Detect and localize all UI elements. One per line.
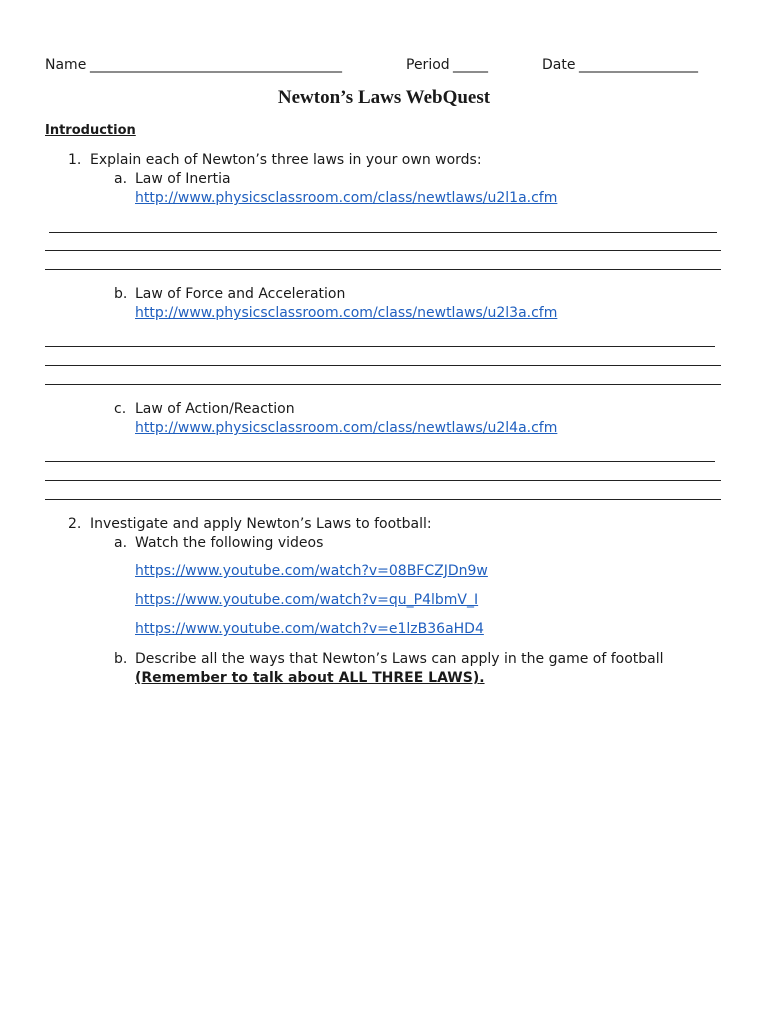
q1-text: Explain each of Newton’s three laws in your own words: — [90, 152, 482, 168]
q2b-note-line — [135, 669, 485, 687]
video-link[interactable]: https://www.youtube.com/watch?v=qu_P4lbmV_I — [135, 592, 479, 608]
answer-line[interactable] — [45, 480, 721, 481]
answer-line[interactable] — [45, 250, 721, 251]
page-title: Newton’s Laws WebQuest — [277, 87, 491, 108]
q2b-text: Describe all the ways that Newton’s Laws can apply in the game of football — [135, 651, 664, 667]
video-link[interactable]: https://www.youtube.com/watch?v=e1lzB36aHD4 — [135, 621, 484, 637]
q1-number: 1. — [68, 152, 82, 168]
q1a-link[interactable]: http://www.physicsclassroom.com/class/newtlaws/u2l1a.cfm — [135, 190, 558, 206]
answer-line[interactable] — [49, 232, 717, 233]
q1c-label: Law of Action/Reaction — [135, 401, 295, 417]
q1c-letter: c. — [114, 401, 127, 417]
answer-line[interactable] — [45, 365, 721, 366]
q1a-label: Law of Inertia — [135, 171, 231, 187]
q2a-text: Watch the following videos — [135, 535, 324, 551]
q2b-note-period: . — [479, 670, 485, 686]
answer-line[interactable] — [45, 384, 721, 385]
period-blank[interactable]: _____ — [453, 57, 488, 73]
name-label: Name — [45, 57, 87, 73]
period-label: Period — [406, 57, 450, 73]
date-label: Date — [542, 57, 576, 73]
answer-line[interactable] — [45, 499, 721, 500]
q2b-letter: b. — [114, 651, 128, 667]
q1c-link[interactable]: http://www.physicsclassroom.com/class/newtlaws/u2l4a.cfm — [135, 420, 558, 436]
answer-line[interactable] — [45, 346, 715, 347]
answer-line[interactable] — [45, 269, 721, 270]
date-blank[interactable]: _________________ — [579, 57, 698, 73]
q2b-note: (Remember to talk about ALL THREE LAWS) — [135, 670, 480, 686]
q2-number: 2. — [68, 516, 82, 532]
name-blank[interactable]: ____________________________________ — [90, 57, 342, 73]
q1b-link[interactable]: http://www.physicsclassroom.com/class/newtlaws/u2l3a.cfm — [135, 305, 558, 321]
answer-line[interactable] — [45, 461, 715, 462]
q2a-letter: a. — [114, 535, 128, 551]
q1b-letter: b. — [114, 286, 128, 302]
video-link[interactable]: https://www.youtube.com/watch?v=08BFCZJDn9w — [135, 563, 488, 579]
q2-text: Investigate and apply Newton’s Laws to football: — [90, 516, 432, 532]
q1b-label: Law of Force and Acceleration — [135, 286, 346, 302]
q1a-letter: a. — [114, 171, 128, 187]
section-heading: Introduction — [45, 123, 136, 138]
